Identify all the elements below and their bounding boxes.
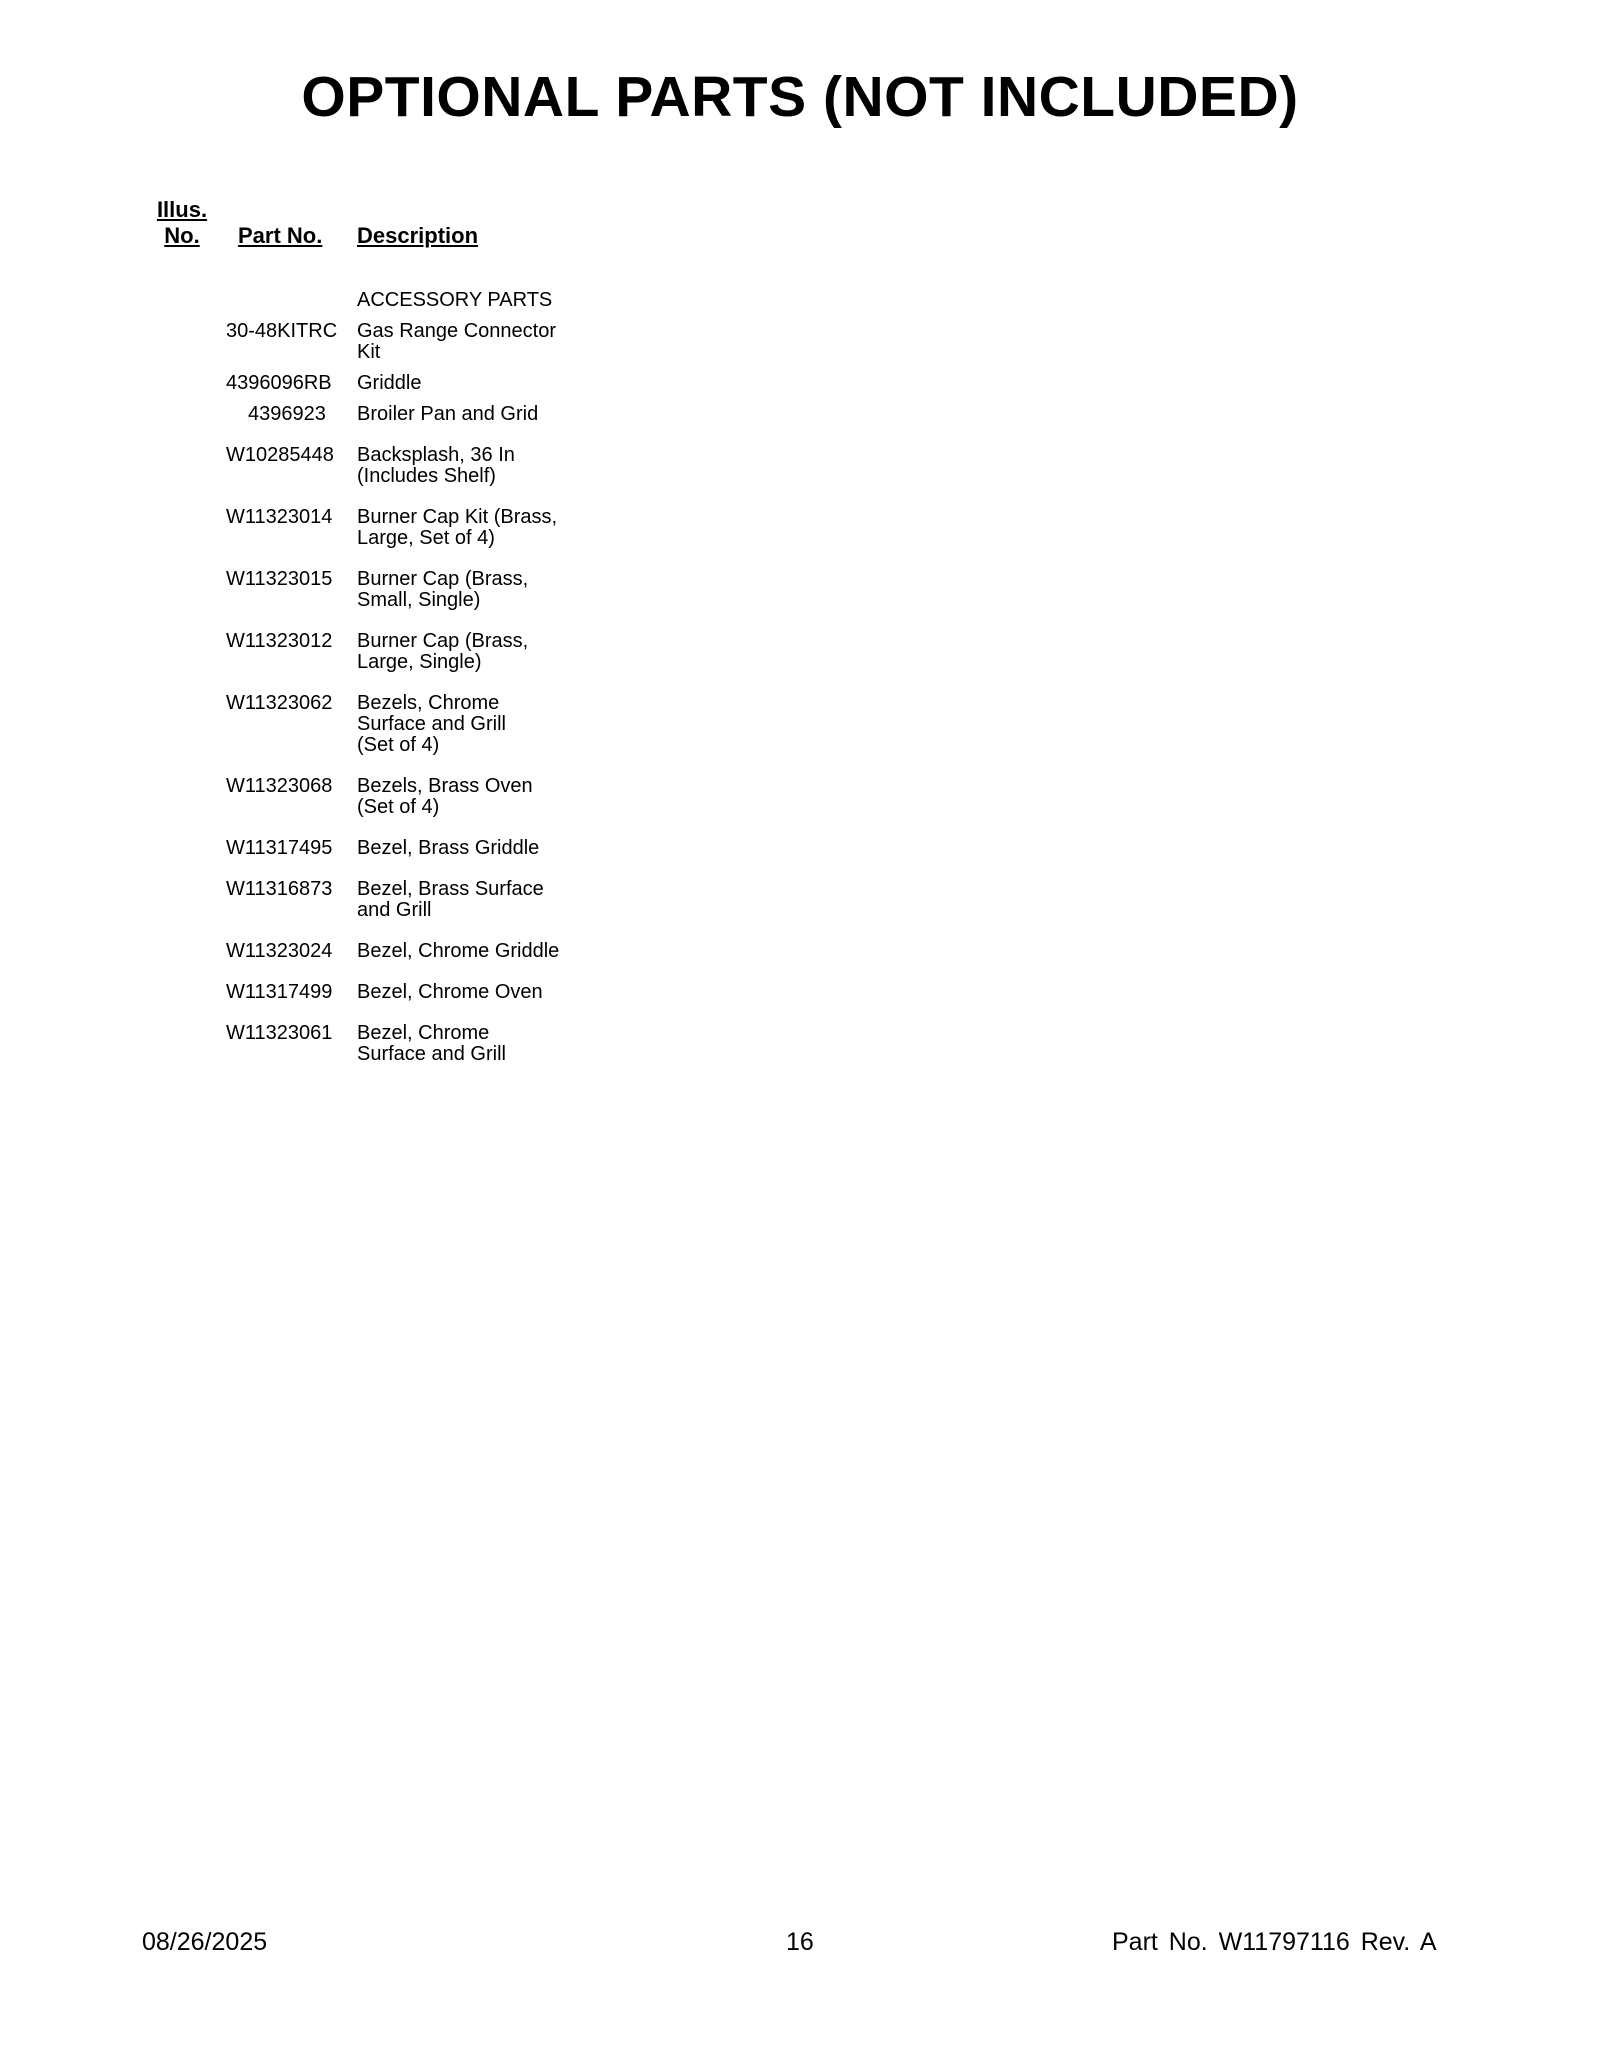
part-number: W11316873 (226, 878, 333, 900)
part-number: W11323068 (226, 775, 333, 797)
part-description: Burner Cap (Brass, Small, Single) (357, 568, 529, 611)
part-description: Bezels, Chrome Surface and Grill (Set of 4) (357, 692, 506, 756)
footer-part-revision: Part No. W11797116 Rev. A (1112, 1928, 1437, 1956)
column-header-illus-no (152, 197, 212, 249)
part-description: Burner Cap Kit (Brass, Large, Set of 4) (357, 506, 558, 549)
part-description: Bezel, Chrome Surface and Grill (357, 1022, 506, 1065)
column-header-illus-line2: No. (164, 223, 200, 248)
column-header-description: Description (357, 223, 479, 248)
parts-row (226, 693, 586, 756)
column-header-part-no: Part No. (238, 223, 323, 248)
page-title: OPTIONAL PARTS (NOT INCLUDED) (301, 65, 1299, 129)
section-label-accessory-parts: ACCESSORY PARTS (357, 289, 553, 311)
parts-row (226, 631, 586, 673)
part-number: W11323012 (226, 630, 333, 652)
part-description: Broiler Pan and Grid (357, 403, 539, 425)
parts-row (226, 373, 586, 394)
footer-date: 08/26/2025 (142, 1928, 268, 1956)
parts-row (226, 838, 586, 859)
part-description: Gas Range Connector Kit (357, 320, 557, 363)
parts-row (226, 404, 586, 425)
part-description: Bezel, Brass Surface and Grill (357, 878, 544, 921)
part-description: Burner Cap (Brass, Large, Single) (357, 630, 529, 673)
column-header-illus-line1: Illus. (156, 197, 208, 222)
parts-row (226, 445, 586, 487)
parts-row (226, 941, 586, 962)
parts-row (226, 507, 586, 549)
part-number: W11323015 (226, 568, 333, 590)
part-number: W11323024 (226, 940, 333, 962)
part-description: Bezels, Brass Oven (Set of 4) (357, 775, 533, 818)
part-number: W11323062 (226, 692, 333, 714)
part-description: Bezel, Chrome Griddle (357, 940, 560, 962)
parts-row (226, 982, 586, 1003)
part-description: Bezel, Brass Griddle (357, 837, 540, 859)
part-description: Griddle (357, 372, 422, 394)
parts-list (226, 290, 586, 1085)
part-description: Bezel, Chrome Oven (357, 981, 543, 1003)
parts-row (226, 776, 586, 818)
part-number: 4396096RB (226, 372, 332, 394)
parts-row (226, 569, 586, 611)
part-number: W11317499 (226, 981, 333, 1003)
part-number: W11323061 (226, 1022, 333, 1044)
part-number: W10285448 (226, 444, 334, 466)
parts-row (226, 879, 586, 921)
footer-page-number: 16 (786, 1928, 814, 1956)
part-description: Backsplash, 36 In (Includes Shelf) (357, 444, 515, 487)
part-number: 30-48KITRC (226, 320, 338, 342)
parts-row (226, 321, 586, 363)
part-number: W11323014 (226, 506, 333, 528)
part-number: 4396923 (248, 403, 326, 425)
part-number: W11317495 (226, 837, 333, 859)
parts-row (226, 1023, 586, 1065)
